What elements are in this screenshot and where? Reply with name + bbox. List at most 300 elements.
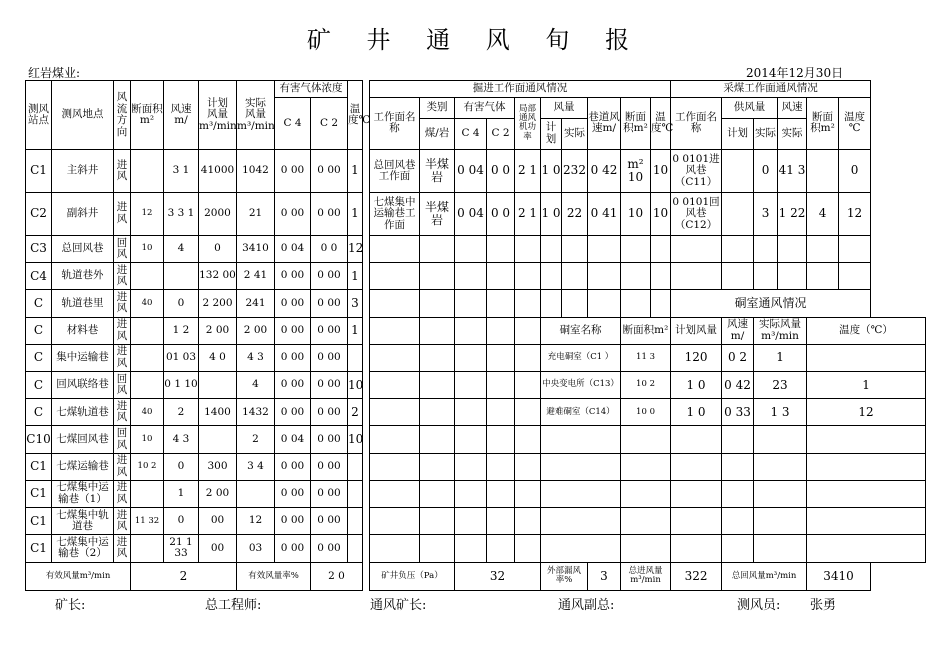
- empty-cell: [588, 235, 621, 262]
- empty-cell: [420, 263, 455, 290]
- temp: 10: [348, 426, 363, 453]
- empty-cell: [722, 535, 754, 562]
- mining-speed: 1 22: [778, 193, 807, 236]
- speed: 4 3: [164, 426, 199, 453]
- hdr-local-fan: 局部通风机功率: [515, 97, 541, 149]
- actual-qty: 1432: [237, 399, 275, 426]
- hdr-station: 测风站点: [26, 81, 52, 150]
- empty-cell: [839, 235, 871, 262]
- empty-cell: [455, 372, 487, 399]
- temp: [348, 344, 363, 371]
- hdr-speed-2: 风速: [778, 97, 807, 118]
- excav-temp: 10: [651, 150, 671, 193]
- empty-cell: [839, 263, 871, 290]
- gas-c4: 0 04: [275, 426, 311, 453]
- hdr-excav-actual: 实际: [562, 118, 588, 149]
- empty-cell: [778, 235, 807, 262]
- section-area: 10 2: [131, 453, 164, 480]
- empty-cell: [370, 480, 420, 507]
- effective-rate-value: 2 0: [311, 562, 363, 590]
- plan-qty: 0: [199, 235, 237, 262]
- chamber-name: 中央变电所（C13）: [541, 372, 621, 399]
- speed: 3 3 1: [164, 193, 199, 236]
- temp: [348, 480, 363, 507]
- company-label: 红岩煤业:: [28, 66, 81, 80]
- chamber-actual: 1: [754, 344, 807, 371]
- plan-qty: 2 00: [199, 480, 237, 507]
- speed: 01 03: [164, 344, 199, 371]
- speed: 0 1 10: [164, 372, 199, 399]
- actual-qty: 21: [237, 193, 275, 236]
- gas-c2: 0 00: [311, 480, 348, 507]
- empty-cell: [455, 235, 487, 262]
- location: 七煤集中运输巷（1）: [52, 480, 114, 507]
- empty-cell: [370, 535, 420, 562]
- empty-cell: [515, 453, 541, 480]
- empty-cell: [651, 290, 671, 317]
- temp: 2: [348, 399, 363, 426]
- plan-qty: 2 00: [199, 317, 237, 344]
- surveyor-name: 张勇: [810, 598, 837, 613]
- gas-c2: 0 00: [311, 150, 348, 193]
- excav-speed: 0 41: [588, 193, 621, 236]
- location: 七煤运输巷: [52, 453, 114, 480]
- excav-fan: 2 1: [515, 193, 541, 236]
- neg-pressure-label: 矿井负压（Pa）: [370, 562, 455, 590]
- empty-cell: [807, 480, 926, 507]
- excav-gas-c2: 0 0: [487, 150, 515, 193]
- gas-c2: 0 00: [311, 453, 348, 480]
- excav-fan: 2 1: [515, 150, 541, 193]
- section-area: [131, 263, 164, 290]
- empty-cell: [562, 290, 588, 317]
- effective-rate-label: 有效风量率%: [237, 562, 311, 590]
- empty-cell: [455, 317, 487, 344]
- hdr-excav-c4: C 4: [455, 118, 487, 149]
- surveyor-label: 测风员:: [737, 598, 781, 613]
- empty-cell: [515, 317, 541, 344]
- chamber-area: 11 3: [621, 344, 671, 371]
- plan-qty: 1400: [199, 399, 237, 426]
- empty-cell: [515, 508, 541, 535]
- total-intake-value: 322: [671, 562, 722, 590]
- station: C1: [26, 453, 52, 480]
- excav-gas-c4: 0 04: [455, 193, 487, 236]
- excav-plan: 1 0: [541, 193, 562, 236]
- empty-cell: [754, 453, 807, 480]
- gas-c2: 0 0: [311, 235, 348, 262]
- station: C1: [26, 508, 52, 535]
- empty-cell: [778, 263, 807, 290]
- location: 轨道巷里: [52, 290, 114, 317]
- empty-cell: [487, 535, 515, 562]
- flow-direction: 进风: [114, 317, 131, 344]
- empty-cell: [515, 263, 541, 290]
- empty-cell: [754, 480, 807, 507]
- gas-c4: 0 04: [275, 235, 311, 262]
- chamber-plan: 1 0: [671, 372, 722, 399]
- empty-cell: [515, 344, 541, 371]
- hdr-speed: 风速 m/: [164, 81, 199, 150]
- mining-area: 4: [807, 193, 839, 236]
- neg-pressure-value: 32: [455, 562, 541, 590]
- empty-cell: [754, 508, 807, 535]
- gas-c2: 0 00: [311, 344, 348, 371]
- empty-cell: [807, 235, 839, 262]
- empty-cell: [671, 426, 722, 453]
- empty-cell: [420, 535, 455, 562]
- plan-qty: 300: [199, 453, 237, 480]
- flow-direction: 回风: [114, 372, 131, 399]
- chief-engineer-label: 总工程师:: [205, 598, 262, 613]
- actual-qty: 2: [237, 426, 275, 453]
- hdr-location: 测风地点: [52, 81, 114, 150]
- gas-c4: 0 00: [275, 150, 311, 193]
- empty-cell: [455, 508, 487, 535]
- leak-rate-value: 3: [588, 562, 621, 590]
- location: 总回风巷: [52, 235, 114, 262]
- flow-direction: 回风: [114, 426, 131, 453]
- speed: 4: [164, 235, 199, 262]
- flow-direction: 进风: [114, 193, 131, 236]
- hdr-harmful-gas: 有害气体: [455, 97, 515, 118]
- empty-cell: [807, 453, 926, 480]
- empty-cell: [515, 235, 541, 262]
- gas-c2: 0 00: [311, 317, 348, 344]
- section-area: [131, 372, 164, 399]
- empty-cell: [420, 426, 455, 453]
- chamber-title: 硐室通风情况: [671, 290, 871, 317]
- empty-cell: [541, 426, 621, 453]
- empty-cell: [487, 372, 515, 399]
- excav-speed: 0 42: [588, 150, 621, 193]
- excav-face: 七煤集中运输巷工作面: [370, 193, 420, 236]
- location: 轨道巷外: [52, 263, 114, 290]
- mining-title: 采煤工作面通风情况: [671, 81, 871, 98]
- chamber-hdr-plan: 计划风量: [671, 317, 722, 344]
- empty-cell: [370, 235, 420, 262]
- empty-cell: [487, 480, 515, 507]
- leak-rate-label: 外部漏风率%: [541, 562, 588, 590]
- actual-qty: [237, 480, 275, 507]
- location: 七煤轨道巷: [52, 399, 114, 426]
- hdr-flow-direction: 风流方向: [114, 81, 131, 150]
- chamber-speed: 0 33: [722, 399, 754, 426]
- gas-c2: 0 00: [311, 426, 348, 453]
- empty-cell: [487, 426, 515, 453]
- gas-c2: 0 00: [311, 508, 348, 535]
- hdr-temp: 温度℃: [348, 81, 363, 150]
- empty-cell: [420, 399, 455, 426]
- flow-direction: 进风: [114, 344, 131, 371]
- temp: 10: [348, 372, 363, 399]
- location: 集中运输巷: [52, 344, 114, 371]
- empty-cell: [722, 426, 754, 453]
- gas-c2: 0 00: [311, 372, 348, 399]
- actual-qty: 03: [237, 535, 275, 562]
- empty-cell: [722, 453, 754, 480]
- empty-cell: [370, 453, 420, 480]
- empty-cell: [370, 290, 420, 317]
- empty-cell: [515, 535, 541, 562]
- empty-cell: [487, 317, 515, 344]
- chamber-actual: 23: [754, 372, 807, 399]
- hdr-coal-rock: 煤/岩: [420, 118, 455, 149]
- empty-cell: [807, 263, 839, 290]
- empty-cell: [455, 535, 487, 562]
- hdr-mining-actual-2: 实际: [778, 118, 807, 149]
- hdr-excav-c2: C 2: [487, 118, 515, 149]
- speed: 3 1: [164, 150, 199, 193]
- empty-cell: [370, 317, 420, 344]
- station: C: [26, 399, 52, 426]
- location: 副斜井: [52, 193, 114, 236]
- empty-cell: [455, 399, 487, 426]
- flow-direction: 进风: [114, 453, 131, 480]
- total-return-value: 3410: [807, 562, 871, 590]
- empty-cell: [562, 235, 588, 262]
- excav-temp: 10: [651, 193, 671, 236]
- speed: 21 1 33: [164, 535, 199, 562]
- chamber-hdr-temp: 温度（℃）: [807, 317, 926, 344]
- excav-actual: 232: [562, 150, 588, 193]
- chamber-plan: 120: [671, 344, 722, 371]
- gas-c2: 0 00: [311, 535, 348, 562]
- plan-qty: 41000: [199, 150, 237, 193]
- empty-cell: [487, 263, 515, 290]
- gas-c4: 0 00: [275, 317, 311, 344]
- hdr-section-area-3: 断面积m²: [807, 97, 839, 149]
- empty-cell: [722, 235, 754, 262]
- empty-cell: [562, 263, 588, 290]
- mining-face: 0 0101进风巷（C11）: [671, 150, 722, 193]
- flow-direction: 进风: [114, 535, 131, 562]
- station: C2: [26, 193, 52, 236]
- effective-qty-value: 2: [131, 562, 237, 590]
- empty-cell: [370, 372, 420, 399]
- empty-cell: [671, 453, 722, 480]
- mining-face: 0 0101回风巷（C12）: [671, 193, 722, 236]
- report-date: 2014年12月30日: [746, 66, 844, 80]
- empty-cell: [541, 480, 621, 507]
- empty-cell: [370, 263, 420, 290]
- empty-cell: [621, 453, 671, 480]
- empty-cell: [722, 508, 754, 535]
- empty-cell: [541, 235, 562, 262]
- section-area: 40: [131, 399, 164, 426]
- hdr-actual-qty: 实际 风量 m³/min: [237, 81, 275, 150]
- section-area: [131, 344, 164, 371]
- ventilation-report-table: [25, 80, 926, 591]
- mining-temp: 12: [839, 193, 871, 236]
- empty-cell: [807, 508, 926, 535]
- speed: 0: [164, 508, 199, 535]
- excav-type: 半煤岩: [420, 193, 455, 236]
- empty-cell: [621, 480, 671, 507]
- empty-cell: [621, 535, 671, 562]
- hdr-mining-plan: 计划: [722, 118, 754, 149]
- empty-cell: [487, 290, 515, 317]
- vent-deputy-label: 通风副总:: [558, 598, 615, 613]
- mining-temp: 0: [839, 150, 871, 193]
- gas-c4: 0 00: [275, 535, 311, 562]
- hdr-mining-face: 工作面名称: [671, 97, 722, 149]
- location: 七煤集中轨道巷: [52, 508, 114, 535]
- plan-qty: 00: [199, 535, 237, 562]
- excav-actual: 22: [562, 193, 588, 236]
- empty-cell: [541, 453, 621, 480]
- plan-qty: [199, 372, 237, 399]
- chamber-speed: 0 42: [722, 372, 754, 399]
- empty-cell: [487, 235, 515, 262]
- chamber-temp: 1: [807, 372, 926, 399]
- empty-cell: [621, 426, 671, 453]
- mining-actual: 3: [754, 193, 778, 236]
- flow-direction: 进风: [114, 480, 131, 507]
- empty-cell: [370, 508, 420, 535]
- empty-cell: [455, 344, 487, 371]
- actual-qty: 3 4: [237, 453, 275, 480]
- empty-cell: [754, 426, 807, 453]
- excav-type: 半煤岩: [420, 150, 455, 193]
- hdr-gas-c2: C 2: [311, 97, 348, 149]
- empty-cell: [370, 344, 420, 371]
- gas-c2: 0 00: [311, 193, 348, 236]
- hdr-temp-3: 温度 ℃: [839, 97, 871, 149]
- station: C1: [26, 480, 52, 507]
- chamber-area: 10 2: [621, 372, 671, 399]
- empty-cell: [722, 480, 754, 507]
- hdr-supply-qty: 供风量: [722, 97, 778, 118]
- station: C1: [26, 150, 52, 193]
- temp: [348, 508, 363, 535]
- hdr-temp-2: 温度℃: [651, 97, 671, 149]
- gas-c4: 0 00: [275, 399, 311, 426]
- flow-direction: 进风: [114, 263, 131, 290]
- empty-cell: [588, 263, 621, 290]
- mining-area: [807, 150, 839, 193]
- effective-qty-label: 有效风量m³/min: [26, 562, 131, 590]
- mining-plan: [722, 193, 754, 236]
- gas-c2: 0 00: [311, 399, 348, 426]
- empty-cell: [420, 344, 455, 371]
- actual-qty: 2 00: [237, 317, 275, 344]
- flow-direction: 进风: [114, 150, 131, 193]
- hdr-work-face: 工作面名称: [370, 97, 420, 149]
- mining-actual: 0: [754, 150, 778, 193]
- chamber-actual: 1 3: [754, 399, 807, 426]
- empty-cell: [515, 372, 541, 399]
- section-area: [131, 317, 164, 344]
- empty-cell: [420, 317, 455, 344]
- hdr-plan-qty: 计划 风量 m³/min: [199, 81, 237, 150]
- empty-cell: [807, 426, 926, 453]
- gap-column: [363, 81, 370, 591]
- empty-cell: [420, 235, 455, 262]
- temp: 1: [348, 150, 363, 193]
- mine-head-label: 矿长:: [55, 598, 86, 613]
- hdr-category: 类别: [420, 97, 455, 118]
- speed: 0: [164, 290, 199, 317]
- station: C10: [26, 426, 52, 453]
- excav-plan: 1 0: [541, 150, 562, 193]
- empty-cell: [807, 535, 926, 562]
- empty-cell: [370, 426, 420, 453]
- location: 材料巷: [52, 317, 114, 344]
- empty-cell: [420, 453, 455, 480]
- plan-qty: 4 0: [199, 344, 237, 371]
- hdr-section-area-2: 断面积m²: [621, 97, 651, 149]
- empty-cell: [515, 290, 541, 317]
- empty-cell: [515, 480, 541, 507]
- empty-cell: [588, 290, 621, 317]
- temp: [348, 453, 363, 480]
- empty-cell: [487, 508, 515, 535]
- chamber-temp: 12: [807, 399, 926, 426]
- gas-c2: 0 00: [311, 263, 348, 290]
- plan-qty: 2 200: [199, 290, 237, 317]
- plan-qty: 2000: [199, 193, 237, 236]
- actual-qty: 3410: [237, 235, 275, 262]
- empty-cell: [455, 480, 487, 507]
- empty-cell: [541, 290, 562, 317]
- excav-gas-c2: 0 0: [487, 193, 515, 236]
- empty-cell: [487, 399, 515, 426]
- empty-cell: [621, 508, 671, 535]
- hdr-mining-actual: 实际: [754, 118, 778, 149]
- temp: 3: [348, 290, 363, 317]
- section-area: 12: [131, 193, 164, 236]
- chamber-name: 避难硐室（C14）: [541, 399, 621, 426]
- empty-cell: [621, 290, 651, 317]
- plan-qty: [199, 426, 237, 453]
- location: 七煤集中运输巷（2）: [52, 535, 114, 562]
- station: C: [26, 344, 52, 371]
- hdr-tunnel-speed: 巷道风速m/: [588, 97, 621, 149]
- section-area: 11 32: [131, 508, 164, 535]
- speed: [164, 263, 199, 290]
- total-return-label: 总回风量m³/min: [722, 562, 807, 590]
- page-title: 矿 井 通 风 旬 报: [306, 26, 644, 54]
- empty-cell: [671, 535, 722, 562]
- hdr-air-qty: 风量: [541, 97, 588, 118]
- empty-cell: [671, 263, 722, 290]
- chamber-name: 充电硐室（C1 ）: [541, 344, 621, 371]
- section-area: 40: [131, 290, 164, 317]
- plan-qty: 00: [199, 508, 237, 535]
- chamber-area: 10 0: [621, 399, 671, 426]
- empty-cell: [651, 263, 671, 290]
- excav-gas-c4: 0 04: [455, 150, 487, 193]
- location: 七煤回风巷: [52, 426, 114, 453]
- empty-cell: [651, 235, 671, 262]
- gas-c4: 0 00: [275, 372, 311, 399]
- gas-c4: 0 00: [275, 508, 311, 535]
- station: C1: [26, 535, 52, 562]
- station: C: [26, 290, 52, 317]
- flow-direction: 回风: [114, 235, 131, 262]
- hdr-gas: 有害气体浓度: [275, 81, 348, 98]
- empty-cell: [722, 263, 754, 290]
- chamber-hdr-area: 断面积m²: [621, 317, 671, 344]
- empty-cell: [671, 235, 722, 262]
- actual-qty: 4: [237, 372, 275, 399]
- actual-qty: 241: [237, 290, 275, 317]
- empty-cell: [487, 344, 515, 371]
- station: C: [26, 317, 52, 344]
- chamber-temp: [807, 344, 926, 371]
- empty-cell: [754, 263, 778, 290]
